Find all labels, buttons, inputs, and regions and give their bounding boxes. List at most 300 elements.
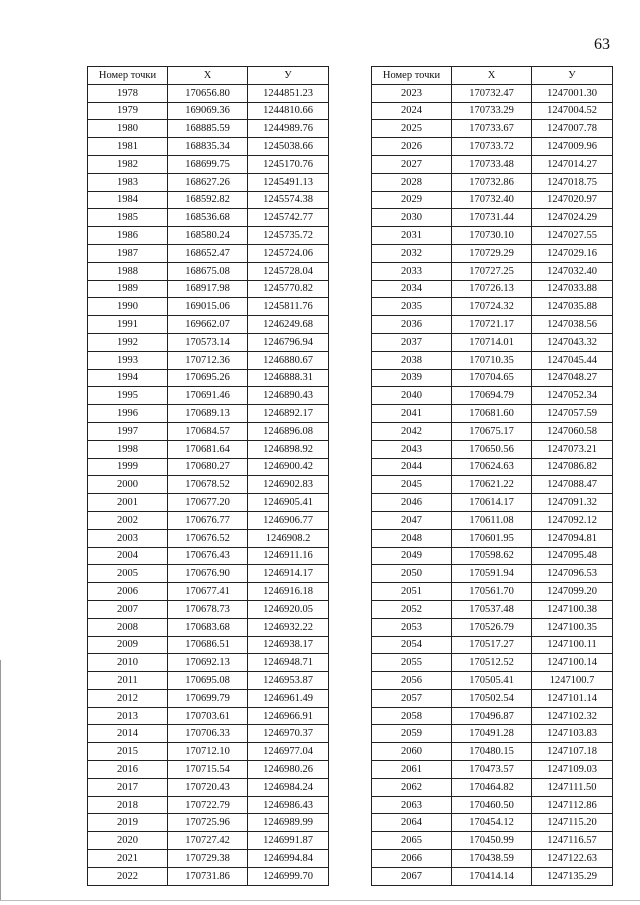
- cell-point-number: 2047: [372, 511, 452, 529]
- cell-point-number: 2022: [88, 867, 168, 885]
- table-row: [88, 511, 329, 529]
- cell-x: 170480.15: [452, 743, 532, 761]
- cell-point-number: 2027: [372, 155, 452, 173]
- cell-x: 170683.68: [168, 618, 248, 636]
- table-row: [372, 209, 613, 227]
- cell-y: 1246966.91: [248, 707, 329, 725]
- cell-point-number: 2048: [372, 529, 452, 547]
- cell-x: 170722.79: [168, 796, 248, 814]
- cell-x: 170505.41: [452, 672, 532, 690]
- cell-point-number: 2043: [372, 440, 452, 458]
- table-row: [88, 244, 329, 262]
- cell-x: 170706.33: [168, 725, 248, 743]
- cell-y: 1246991.87: [248, 832, 329, 850]
- cell-y: 1245724.06: [248, 244, 329, 262]
- cell-x: 170692.13: [168, 654, 248, 672]
- cell-x: 170414.14: [452, 867, 532, 885]
- cell-y: 1247060.58: [532, 422, 613, 440]
- cell-point-number: 2045: [372, 476, 452, 494]
- table-row: [372, 369, 613, 387]
- cell-point-number: 1980: [88, 120, 168, 138]
- cell-y: 1247103.83: [532, 725, 613, 743]
- header-point-number: Номер точки: [88, 67, 168, 85]
- cell-y: 1247102.32: [532, 707, 613, 725]
- cell-point-number: 2036: [372, 316, 452, 334]
- cell-point-number: 2024: [372, 102, 452, 120]
- table-row: [372, 155, 613, 173]
- cell-point-number: 2019: [88, 814, 168, 832]
- table-row: [88, 672, 329, 690]
- scan-edge-line: [0, 660, 1, 900]
- table-row: [372, 654, 613, 672]
- table-row: [372, 867, 613, 885]
- table-row: [372, 244, 613, 262]
- cell-x: 170676.90: [168, 565, 248, 583]
- table-row: [372, 565, 613, 583]
- cell-point-number: 2032: [372, 244, 452, 262]
- table-row: [88, 778, 329, 796]
- table-row: [88, 850, 329, 868]
- cell-y: 1247057.59: [532, 405, 613, 423]
- cell-x: 170676.52: [168, 529, 248, 547]
- cell-point-number: 1981: [88, 138, 168, 156]
- coordinates-table-left: [87, 66, 329, 886]
- table-row: [88, 814, 329, 832]
- cell-y: 1247112.86: [532, 796, 613, 814]
- cell-y: 1246977.04: [248, 743, 329, 761]
- table-row: [88, 387, 329, 405]
- cell-y: 1247038.56: [532, 316, 613, 334]
- table-row: [88, 867, 329, 885]
- cell-y: 1247101.14: [532, 689, 613, 707]
- cell-x: 170561.70: [452, 583, 532, 601]
- cell-point-number: 2010: [88, 654, 168, 672]
- cell-point-number: 2066: [372, 850, 452, 868]
- cell-point-number: 1996: [88, 405, 168, 423]
- header-x: X: [168, 67, 248, 85]
- cell-point-number: 2067: [372, 867, 452, 885]
- table-row: [372, 796, 613, 814]
- table-row: [372, 280, 613, 298]
- table-row: [88, 654, 329, 672]
- cell-y: 1244810.66: [248, 102, 329, 120]
- cell-point-number: 2023: [372, 84, 452, 102]
- cell-x: 170694.79: [452, 387, 532, 405]
- cell-point-number: 2042: [372, 422, 452, 440]
- cell-y: 1247096.53: [532, 565, 613, 583]
- cell-x: 170502.54: [452, 689, 532, 707]
- table-row: [88, 138, 329, 156]
- table-row: [372, 511, 613, 529]
- table-row: [88, 191, 329, 209]
- table-row: [372, 814, 613, 832]
- cell-x: 168835.34: [168, 138, 248, 156]
- table-row: [372, 778, 613, 796]
- cell-y: 1245170.76: [248, 155, 329, 173]
- table-row: [372, 405, 613, 423]
- cell-point-number: 2031: [372, 227, 452, 245]
- cell-point-number: 2046: [372, 494, 452, 512]
- cell-y: 1247043.32: [532, 333, 613, 351]
- table-row: [372, 600, 613, 618]
- table-row: [88, 529, 329, 547]
- cell-y: 1247014.27: [532, 155, 613, 173]
- table-row: [88, 280, 329, 298]
- cell-y: 1245728.04: [248, 262, 329, 280]
- table-row: [88, 600, 329, 618]
- table-row: [88, 155, 329, 173]
- cell-y: 1247027.55: [532, 227, 613, 245]
- cell-y: 1246980.26: [248, 761, 329, 779]
- cell-point-number: 2008: [88, 618, 168, 636]
- table-row: [88, 743, 329, 761]
- cell-x: 170450.99: [452, 832, 532, 850]
- table-row: [88, 707, 329, 725]
- cell-x: 170686.51: [168, 636, 248, 654]
- cell-x: 170733.29: [452, 102, 532, 120]
- cell-point-number: 2056: [372, 672, 452, 690]
- table-row: [372, 262, 613, 280]
- cell-x: 170517.27: [452, 636, 532, 654]
- table-header-row: [88, 67, 329, 85]
- cell-y: 1245770.82: [248, 280, 329, 298]
- cell-y: 1247135.29: [532, 867, 613, 885]
- cell-x: 168536.68: [168, 209, 248, 227]
- cell-x: 168699.75: [168, 155, 248, 173]
- cell-x: 170729.38: [168, 850, 248, 868]
- cell-point-number: 2015: [88, 743, 168, 761]
- cell-y: 1246994.84: [248, 850, 329, 868]
- cell-x: 170733.67: [452, 120, 532, 138]
- cell-point-number: 2055: [372, 654, 452, 672]
- cell-point-number: 1988: [88, 262, 168, 280]
- cell-x: 170732.86: [452, 173, 532, 191]
- table-row: [88, 120, 329, 138]
- cell-y: 1247020.97: [532, 191, 613, 209]
- cell-point-number: 2006: [88, 583, 168, 601]
- table-row: [372, 832, 613, 850]
- cell-x: 170611.08: [452, 511, 532, 529]
- cell-point-number: 1983: [88, 173, 168, 191]
- coordinates-table-right: [371, 66, 613, 886]
- table-row: [88, 227, 329, 245]
- table-row: [372, 84, 613, 102]
- table-row: [88, 333, 329, 351]
- table-row: [88, 547, 329, 565]
- cell-x: 168627.26: [168, 173, 248, 191]
- table-row: [372, 227, 613, 245]
- cell-y: 1245811.76: [248, 298, 329, 316]
- cell-y: 1247032.40: [532, 262, 613, 280]
- cell-point-number: 2009: [88, 636, 168, 654]
- scan-bottom-line: [0, 900, 640, 901]
- cell-x: 170727.42: [168, 832, 248, 850]
- cell-point-number: 1987: [88, 244, 168, 262]
- cell-y: 1247007.78: [532, 120, 613, 138]
- table-row: [372, 672, 613, 690]
- table-row: [88, 832, 329, 850]
- cell-x: 170695.26: [168, 369, 248, 387]
- cell-point-number: 2030: [372, 209, 452, 227]
- cell-y: 1247100.35: [532, 618, 613, 636]
- cell-x: 170598.62: [452, 547, 532, 565]
- cell-point-number: 1998: [88, 440, 168, 458]
- cell-y: 1246932.22: [248, 618, 329, 636]
- cell-point-number: 2012: [88, 689, 168, 707]
- header-point-number: Номер точки: [372, 67, 452, 85]
- table-row: [372, 743, 613, 761]
- table-row: [372, 636, 613, 654]
- cell-y: 1245038.66: [248, 138, 329, 156]
- cell-x: 168592.82: [168, 191, 248, 209]
- table-row: [88, 618, 329, 636]
- cell-y: 1246953.87: [248, 672, 329, 690]
- cell-x: 168675.08: [168, 262, 248, 280]
- cell-x: 170724.32: [452, 298, 532, 316]
- cell-point-number: 1984: [88, 191, 168, 209]
- cell-x: 170732.40: [452, 191, 532, 209]
- cell-point-number: 2018: [88, 796, 168, 814]
- cell-y: 1247073.21: [532, 440, 613, 458]
- cell-point-number: 2060: [372, 743, 452, 761]
- cell-point-number: 1991: [88, 316, 168, 334]
- cell-point-number: 2053: [372, 618, 452, 636]
- cell-point-number: 2034: [372, 280, 452, 298]
- table-row: [88, 369, 329, 387]
- cell-y: 1246906.77: [248, 511, 329, 529]
- cell-x: 170677.20: [168, 494, 248, 512]
- cell-x: 170691.46: [168, 387, 248, 405]
- table-row: [88, 458, 329, 476]
- table-row: [88, 494, 329, 512]
- table-row: [372, 387, 613, 405]
- cell-y: 1246920.05: [248, 600, 329, 618]
- cell-y: 1247048.27: [532, 369, 613, 387]
- cell-x: 170731.44: [452, 209, 532, 227]
- table-row: [88, 173, 329, 191]
- table-row: [372, 529, 613, 547]
- cell-point-number: 2017: [88, 778, 168, 796]
- cell-x: 170733.72: [452, 138, 532, 156]
- cell-point-number: 2063: [372, 796, 452, 814]
- cell-y: 1247100.14: [532, 654, 613, 672]
- cell-x: 168580.24: [168, 227, 248, 245]
- table-row: [372, 850, 613, 868]
- cell-y: 1246908.2: [248, 529, 329, 547]
- cell-x: 170727.25: [452, 262, 532, 280]
- table-row: [88, 725, 329, 743]
- cell-point-number: 2038: [372, 351, 452, 369]
- cell-y: 1247100.11: [532, 636, 613, 654]
- cell-x: 168917.98: [168, 280, 248, 298]
- cell-x: 170601.95: [452, 529, 532, 547]
- cell-x: 168885.59: [168, 120, 248, 138]
- table-row: [372, 618, 613, 636]
- cell-y: 1247091.32: [532, 494, 613, 512]
- cell-y: 1247095.48: [532, 547, 613, 565]
- table-row: [88, 262, 329, 280]
- cell-x: 170438.59: [452, 850, 532, 868]
- cell-point-number: 2016: [88, 761, 168, 779]
- table-row: [88, 761, 329, 779]
- table-row: [88, 636, 329, 654]
- cell-x: 170573.14: [168, 333, 248, 351]
- cell-y: 1247109.03: [532, 761, 613, 779]
- cell-point-number: 2026: [372, 138, 452, 156]
- table-row: [372, 120, 613, 138]
- cell-x: 170512.52: [452, 654, 532, 672]
- table-row: [88, 476, 329, 494]
- cell-y: 1246970.37: [248, 725, 329, 743]
- cell-x: 169015.06: [168, 298, 248, 316]
- cell-point-number: 1999: [88, 458, 168, 476]
- table-row: [372, 102, 613, 120]
- cell-point-number: 2058: [372, 707, 452, 725]
- cell-x: 170676.77: [168, 511, 248, 529]
- cell-x: 170678.52: [168, 476, 248, 494]
- cell-point-number: 1989: [88, 280, 168, 298]
- cell-y: 1246989.99: [248, 814, 329, 832]
- cell-point-number: 1993: [88, 351, 168, 369]
- cell-point-number: 1985: [88, 209, 168, 227]
- cell-point-number: 2050: [372, 565, 452, 583]
- cell-x: 170677.41: [168, 583, 248, 601]
- cell-x: 170624.63: [452, 458, 532, 476]
- cell-point-number: 2064: [372, 814, 452, 832]
- cell-x: 170726.13: [452, 280, 532, 298]
- cell-y: 1246999.70: [248, 867, 329, 885]
- cell-y: 1247099.20: [532, 583, 613, 601]
- cell-x: 170526.79: [452, 618, 532, 636]
- cell-y: 1247045.44: [532, 351, 613, 369]
- cell-point-number: 2061: [372, 761, 452, 779]
- cell-x: 170729.29: [452, 244, 532, 262]
- table-row: [372, 547, 613, 565]
- cell-y: 1247111.50: [532, 778, 613, 796]
- cell-x: 170681.64: [168, 440, 248, 458]
- cell-point-number: 2065: [372, 832, 452, 850]
- cell-y: 1247004.52: [532, 102, 613, 120]
- cell-x: 170650.56: [452, 440, 532, 458]
- cell-x: 170731.86: [168, 867, 248, 885]
- cell-point-number: 2021: [88, 850, 168, 868]
- cell-point-number: 2057: [372, 689, 452, 707]
- cell-point-number: 2028: [372, 173, 452, 191]
- table-row: [372, 333, 613, 351]
- cell-x: 170537.48: [452, 600, 532, 618]
- cell-x: 170681.60: [452, 405, 532, 423]
- cell-y: 1247033.88: [532, 280, 613, 298]
- table-row: [88, 796, 329, 814]
- cell-x: 170684.57: [168, 422, 248, 440]
- cell-x: 169069.36: [168, 102, 248, 120]
- cell-point-number: 1990: [88, 298, 168, 316]
- cell-point-number: 2044: [372, 458, 452, 476]
- table-row: [372, 707, 613, 725]
- cell-y: 1247009.96: [532, 138, 613, 156]
- cell-x: 170733.48: [452, 155, 532, 173]
- cell-point-number: 2000: [88, 476, 168, 494]
- table-row: [372, 761, 613, 779]
- table-row: [88, 440, 329, 458]
- table-row: [372, 316, 613, 334]
- header-y: У: [532, 67, 613, 85]
- cell-y: 1246905.41: [248, 494, 329, 512]
- cell-x: 170460.50: [452, 796, 532, 814]
- cell-point-number: 2002: [88, 511, 168, 529]
- table-header-row: [372, 67, 613, 85]
- table-row: [88, 298, 329, 316]
- cell-x: 170704.65: [452, 369, 532, 387]
- cell-y: 1245742.77: [248, 209, 329, 227]
- cell-x: 170675.17: [452, 422, 532, 440]
- cell-y: 1245574.38: [248, 191, 329, 209]
- cell-point-number: 2014: [88, 725, 168, 743]
- cell-y: 1246892.17: [248, 405, 329, 423]
- table-row: [88, 102, 329, 120]
- cell-point-number: 2037: [372, 333, 452, 351]
- cell-y: 1246896.08: [248, 422, 329, 440]
- cell-x: 170464.82: [452, 778, 532, 796]
- cell-x: 170473.57: [452, 761, 532, 779]
- cell-x: 170591.94: [452, 565, 532, 583]
- cell-y: 1245491.13: [248, 173, 329, 191]
- cell-y: 1244989.76: [248, 120, 329, 138]
- cell-point-number: 2011: [88, 672, 168, 690]
- table-row: [372, 298, 613, 316]
- header-y: У: [248, 67, 329, 85]
- cell-x: 170454.12: [452, 814, 532, 832]
- cell-point-number: 2003: [88, 529, 168, 547]
- cell-y: 1245735.72: [248, 227, 329, 245]
- cell-x: 170710.35: [452, 351, 532, 369]
- cell-y: 1246898.92: [248, 440, 329, 458]
- table-row: [88, 565, 329, 583]
- cell-y: 1244851.23: [248, 84, 329, 102]
- table-row: [372, 440, 613, 458]
- cell-point-number: 2049: [372, 547, 452, 565]
- table-row: [88, 422, 329, 440]
- cell-x: 170689.13: [168, 405, 248, 423]
- table-row: [372, 725, 613, 743]
- table-row: [372, 173, 613, 191]
- cell-y: 1246948.71: [248, 654, 329, 672]
- cell-y: 1246890.43: [248, 387, 329, 405]
- table-row: [88, 316, 329, 334]
- table-row: [372, 351, 613, 369]
- cell-point-number: 1982: [88, 155, 168, 173]
- table-row: [372, 689, 613, 707]
- cell-point-number: 2005: [88, 565, 168, 583]
- page-number: 63: [594, 36, 610, 53]
- cell-point-number: 2052: [372, 600, 452, 618]
- header-x: X: [452, 67, 532, 85]
- cell-y: 1246888.31: [248, 369, 329, 387]
- cell-point-number: 2020: [88, 832, 168, 850]
- cell-y: 1247018.75: [532, 173, 613, 191]
- cell-point-number: 1979: [88, 102, 168, 120]
- cell-y: 1246916.18: [248, 583, 329, 601]
- cell-y: 1247088.47: [532, 476, 613, 494]
- cell-point-number: 1995: [88, 387, 168, 405]
- cell-point-number: 2039: [372, 369, 452, 387]
- table-row: [88, 351, 329, 369]
- cell-x: 170491.28: [452, 725, 532, 743]
- cell-x: 170614.17: [452, 494, 532, 512]
- cell-y: 1247024.29: [532, 209, 613, 227]
- cell-point-number: 2041: [372, 405, 452, 423]
- cell-x: 170695.08: [168, 672, 248, 690]
